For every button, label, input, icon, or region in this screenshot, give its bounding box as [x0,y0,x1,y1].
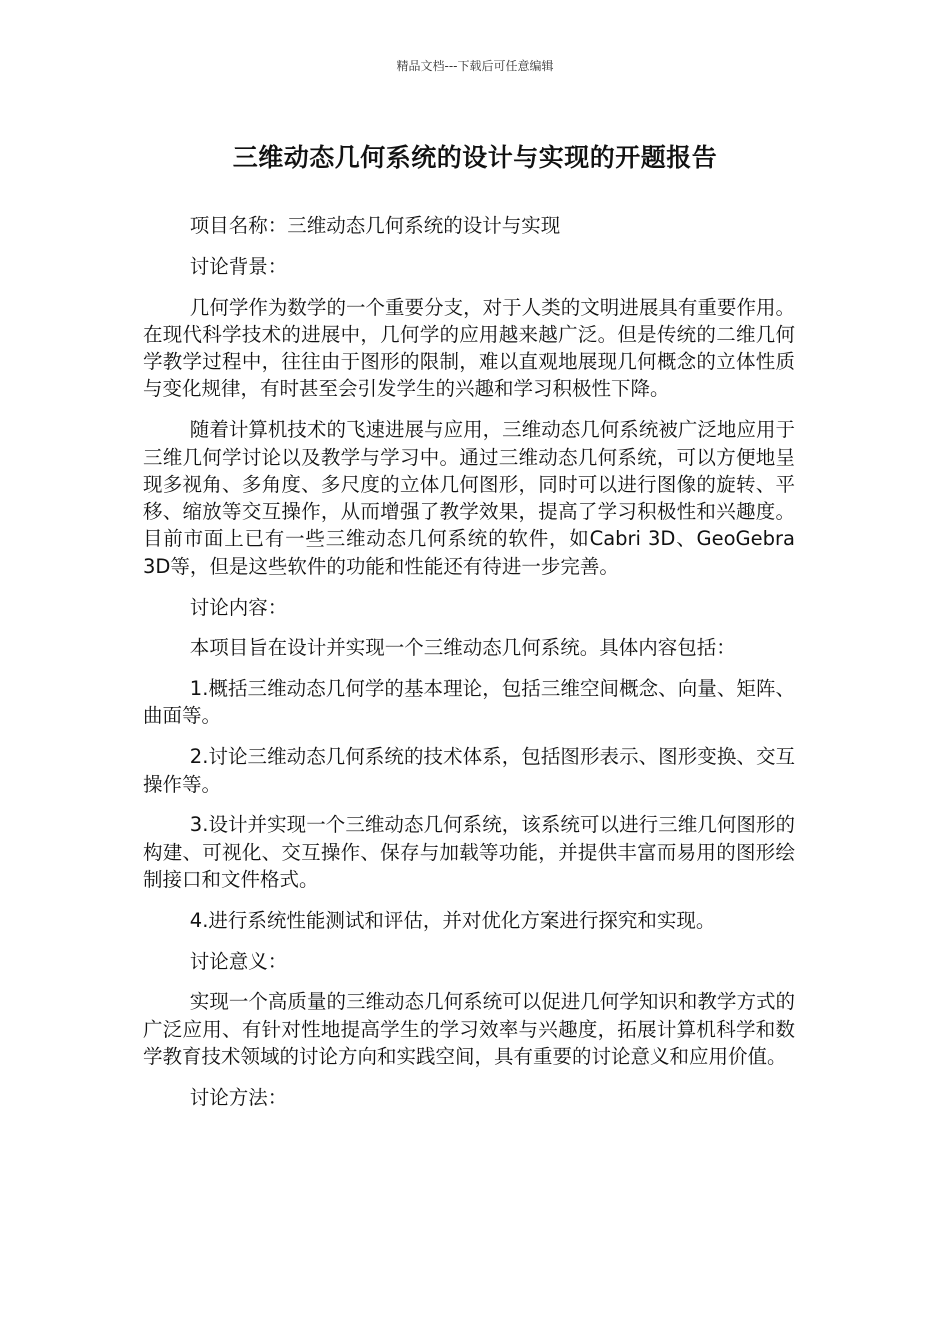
paragraph: 随着计算机技术的飞速进展与应用，三维动态几何系统被广泛地应用于三维几何学讨论以及教学与学习中。通过三维动态几何系统，可以方便地呈现多视角、多角度、多尺度的立体几何图形，同时可以进行图像的旋转、平移、缩放等交互操作，从而增强了教学效果，提高了学习积极性和兴趣度。目前市面上已有一些三维动态几何系统的软件，如Cabri 3D、GeoGebra 3D等，但是这些软件的功能和性能还有待进一步完善。 [143,418,795,578]
section-heading-significance: 讨论意义： [189,949,288,973]
list-item: 2.讨论三维动态几何系统的技术体系，包括图形表示、图形变换、交互操作等。 [143,745,795,796]
paragraph: 实现一个高质量的三维动态几何系统可以促进几何学知识和教学方式的广泛应用、有针对性地提高学生的学习效率与兴趣度，拓展计算机科学和数学教育技术领域的讨论方向和实践空间，具有重要的讨论意义和应用价值。 [143,990,795,1068]
project-name-line: 项目名称：三维动态几何系统的设计与实现 [189,214,561,237]
paragraph: 本项目旨在设计并实现一个三维动态几何系统。具体内容包括： [189,636,736,660]
paragraph: 几何学作为数学的一个重要分支，对于人类的文明进展具有重要作用。在现代科学技术的进展中，几何学的应用越来越广泛。但是传统的二维几何学教学过程中，往往由于图形的限制，难以直观地展现几何概念的立体性质与变化规律，有时甚至会引发学生的兴趣和学习积极性下降。 [143,295,795,401]
header-note: 精品文档---下载后可任意编辑 [396,59,554,73]
document-body [143,212,795,1125]
list-item: 1.概括三维动态几何学的基本理论，包括三维空间概念、向量、矩阵、曲面等。 [143,677,795,728]
list-item: 4.进行系统性能测试和评估，并对优化方案进行探究和实现。 [189,908,716,932]
document-title: 三维动态几何系统的设计与实现的开题报告 [232,143,718,172]
section-heading-content: 讨论内容： [189,595,288,619]
section-heading-background: 讨论背景： [189,254,288,278]
section-heading-method: 讨论方法： [189,1085,288,1109]
list-item: 3.设计并实现一个三维动态几何系统，该系统可以进行三维几何图形的构建、可视化、交互操作、保存与加载等功能，并提供丰富而易用的图形绘制接口和文件格式。 [143,813,795,891]
